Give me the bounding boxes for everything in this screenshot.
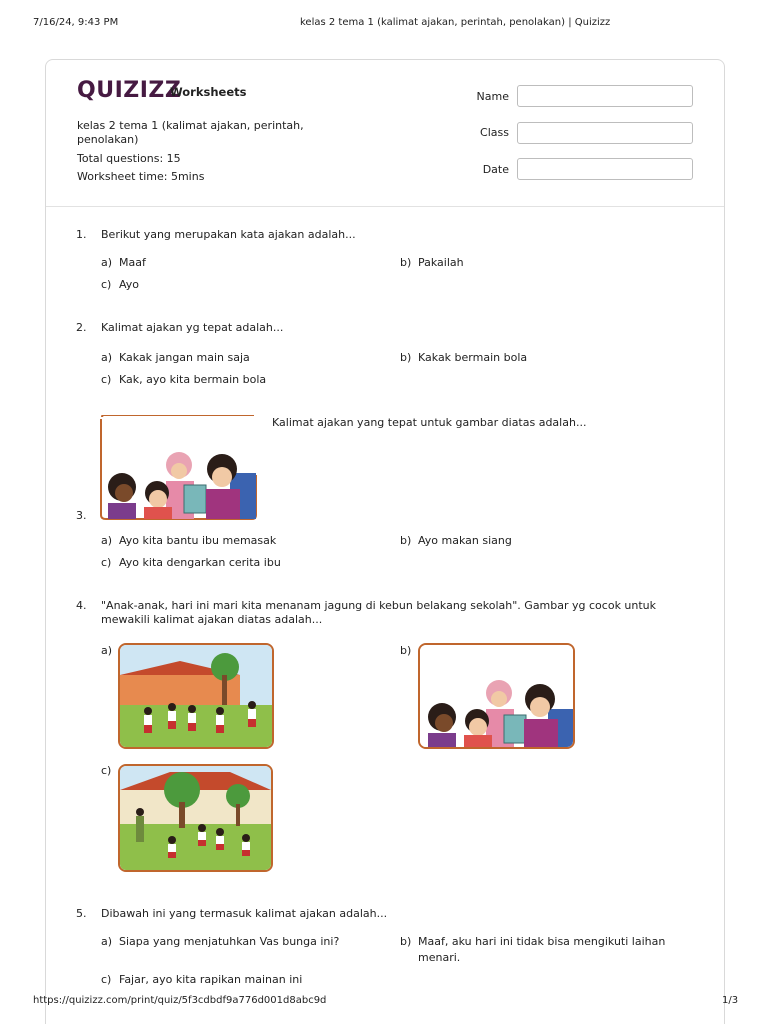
total-questions: Total questions: 15 xyxy=(77,152,181,165)
option-a: a) Maaf xyxy=(101,256,146,269)
option-a-image xyxy=(118,643,274,749)
class-field[interactable] xyxy=(517,122,693,144)
question-text: Kalimat ajakan yg tepat adalah... xyxy=(101,321,284,334)
school-garden-illustration xyxy=(120,766,271,870)
class-label: Class xyxy=(480,126,509,139)
worksheet-time: Worksheet time: 5mins xyxy=(77,170,205,183)
logo-text: QUIZIZZ xyxy=(77,78,182,103)
date-label: Date xyxy=(482,163,509,176)
print-title: kelas 2 tema 1 (kalimat ajakan, perintah, penolakan) | Quizizz xyxy=(300,17,611,28)
option-b: b) Ayo makan siang xyxy=(400,534,512,547)
question-number: 4. xyxy=(76,599,87,612)
question-number: 1. xyxy=(76,228,87,241)
option-a: a) Siapa yang menjatuhkan Vas bunga ini? xyxy=(101,935,340,948)
worksheet-header xyxy=(46,60,724,207)
print-datetime: 7/16/24, 9:43 PM xyxy=(33,17,119,28)
option-c: c) Ayo xyxy=(101,278,140,291)
question-text: "Anak-anak, hari ini mari kita menanam jagung di kebun belakang sekolah". Gambar yg cocok untuk mewakili kalimat ajakan diatas adalah... xyxy=(101,599,657,626)
logo-subtitle: Worksheets xyxy=(170,85,247,99)
date-field[interactable] xyxy=(517,158,693,180)
option-c-label: c) xyxy=(101,764,112,777)
question-text: Berikut yang merupakan kata ajakan adalah... xyxy=(101,228,356,241)
page-number: 1/3 xyxy=(722,995,739,1006)
option-a-label: a) xyxy=(101,644,113,657)
question-number: 5. xyxy=(76,907,87,920)
option-b: b) Pakailah xyxy=(400,256,464,269)
option-c: c) Kak, ayo kita bermain bola xyxy=(101,373,267,386)
question-number: 3. xyxy=(76,509,87,522)
question-number: 2. xyxy=(76,321,87,334)
option-c: c) Fajar, ayo kita rapikan mainan ini xyxy=(101,973,303,986)
option-a: a) Ayo kita bantu ibu memasak xyxy=(101,534,277,547)
quizizz-logo xyxy=(77,78,181,103)
name-field[interactable] xyxy=(517,85,693,107)
option-b: b) Maaf, aku hari ini tidak bisa mengikuti laihan menari. xyxy=(400,935,666,964)
family-reading-image xyxy=(100,415,258,521)
family-illustration xyxy=(420,645,573,747)
question-text: Dibawah ini yang termasuk kalimat ajakan adalah... xyxy=(101,907,388,920)
option-c: c) Ayo kita dengarkan cerita ibu xyxy=(101,556,281,569)
option-b: b) Kakak bermain bola xyxy=(400,351,528,364)
family-illustration xyxy=(100,415,258,521)
quiz-title: kelas 2 tema 1 (kalimat ajakan, perintah, penolakan) xyxy=(77,119,304,146)
option-c-image xyxy=(118,764,273,872)
school-yard-illustration xyxy=(120,645,272,747)
name-label: Name xyxy=(476,90,509,103)
option-b-image xyxy=(418,643,575,749)
option-b-label: b) xyxy=(400,644,412,657)
print-url: https://quizizz.com/print/quiz/5f3cdbdf9a776d001d8abc9d xyxy=(33,995,327,1006)
question-text: Kalimat ajakan yang tepat untuk gambar diatas adalah... xyxy=(272,416,587,429)
option-a: a) Kakak jangan main saja xyxy=(101,351,250,364)
